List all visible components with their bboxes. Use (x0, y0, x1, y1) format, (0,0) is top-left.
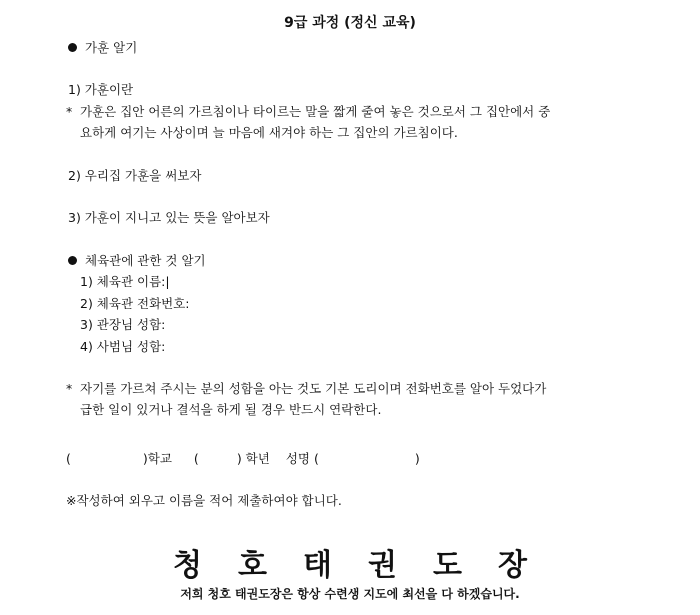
instruction: ※작성하여 외우고 이름을 적어 제출하여야 합니다. (66, 493, 342, 508)
bullet-icon (68, 256, 77, 265)
section-heading-family-motto: 가훈 알기 (68, 40, 137, 56)
dojang-motto: 저희 청호 태권도장은 항상 수련생 지도에 최선을 다 하겠습니다. (180, 587, 520, 601)
question-1: 1) 가훈이란 (68, 82, 134, 97)
note-line: 급한 일이 있거나 결석을 하게 될 경우 반드시 연락한다. (80, 402, 382, 417)
question-3: 3) 가훈이 지니고 있는 뜻을 알아보자 (68, 210, 270, 225)
dojang-name: 청호태권도장 (173, 548, 563, 583)
student-info-form: ( )학교 ( ) 학년 성명 ( ) (66, 451, 420, 466)
note-line: 요하게 여기는 사상이며 늘 마음에 새겨야 하는 그 집안의 가르침이다. (80, 125, 458, 140)
note-line: * 자기를 가르쳐 주시는 분의 성함을 아는 것도 기본 도리이며 전화번호를 알아 두었다가 (66, 381, 547, 396)
page-title: 9급 과정 (정신 교육) (284, 15, 416, 31)
gym-item: 2) 체육관 전화번호: (80, 296, 190, 311)
asterisk-icon: * (66, 381, 73, 396)
gym-item: 1) 체육관 이름:| (80, 274, 170, 289)
question-2: 2) 우리집 가훈을 써보자 (68, 168, 202, 183)
gym-item: 3) 관장님 성함: (80, 317, 166, 332)
asterisk-icon: * (66, 104, 73, 119)
section-heading-gym: 체육관에 관한 것 알기 (68, 253, 206, 269)
gym-item: 4) 사범님 성함: (80, 339, 166, 354)
note-line: * 가훈은 집안 어른의 가르침이나 타이르는 말을 짧게 줄여 놓은 것으로서 그 집안에서 중 (66, 104, 551, 119)
bullet-icon (68, 43, 77, 52)
